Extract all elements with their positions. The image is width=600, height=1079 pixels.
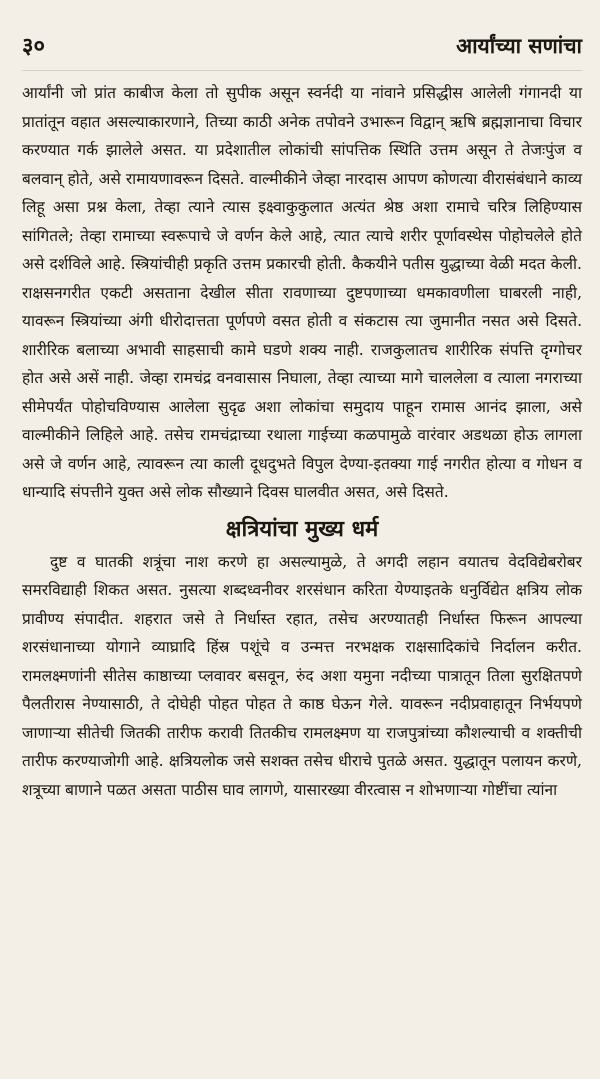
section-paragraph: दुष्ट व घातकी शत्रूंचा नाश करणे हा असल्यामुळे, ते अगदी लहान वयातच वेदविद्येबरोबर समरविद्याही शिकत असत. नुसत्या शब्दध्वनीवर शरसंधान करिता येण्याइतके धनुर्विद्येत क्षत्रिय लोक प्रावीण्य संपादीत. शहरात जसे ते निर्धास्त रहात, तसेच अरण्यातही निर्धास्त फिरून आपल्या शरसंधानाच्या योगाने व्याघ्रादि हिंस्र पशूंचे व उन्मत्त नरभक्षक राक्षसादिकांचे निर्दालन करीत. रामलक्ष्मणांनी सीतेस काष्ठाच्या प्लवावर बसवून, रुंद अशा यमुना नदीच्या पात्रातून तिला सुरक्षितपणे पैलतीरास नेण्यासाठी, ते दोघेही पोहत पोहत ते काष्ठ घेऊन गेले. यावरून नदीप्रवाहातून निर्भयपणे जाणाऱ्या सीतेची जितकी तारीफ करावी तितकीच रामलक्ष्मण या राजपुत्रांच्या कौशल्याची व शक्तीची तारीफ करण्याजोगी आहे. क्षत्रियलोक जसे सशक्त तसेच धीराचे पुतळे असत. युद्धातून पलायन करणे, शत्रूच्या बाणाने पळत असता पाठीस घाव लागणे, यासारख्या वीरत्वास न शोभणाऱ्या गोष्टींचा त्यांना bbox=[22, 552, 582, 799]
page-number: ३० bbox=[22, 33, 45, 59]
running-title: आर्यांच्या सणांचा bbox=[456, 33, 582, 58]
page-header bbox=[22, 30, 582, 71]
body-paragraph: आर्यांनी जो प्रांत काबीज केला तो सुपीक असून स्वर्नदी या नांवाने प्रसिद्धीस आलेली गंगानदी या प्रातांतून वहात असल्याकारणाने, तिच्या काठी अनेक तपोवने उभारून विद्वान् ऋषि ब्रह्मज्ञानाचा विचार करण्यात गर्क झालेले असत. या प्रदेशातील लोकांची सांपत्तिक स्थिति उत्तम असून ते तेजःपुंज व बलवान् होते, असे रामायणावरून दिसते. वाल्मीकीने जेव्हा नारदास आपण कोणत्या वीरासंबंधाने काव्य लिहू असा प्रश्न केला, तेव्हा त्याने त्यास इक्ष्वाकुकुलात अत्यंत श्रेष्ठ अशा रामाचे चरित्र लिहिण्यास सांगितले; तेव्हा रामाच्या स्वरूपाचे जे वर्णन केले आहे, त्यात त्याचे शरीर पूर्णावस्थेस पोहोचलेले होते असे दर्शविले आहे. स्त्रियांचीही प्रकृति उत्तम प्रकारची होती. कैकयीने पतीस युद्धाच्या वेळी मदत केली. राक्षसनगरीत एकटी असताना देखील सीता रावणाच्या दुष्टपणाच्या धमकावणीला घाबरली नाही, यावरून स्त्रियांच्या अंगी धीरोदात्तता पूर्णपणे वसत होती व संकटास त्या जुमानीत नसत असे दिसते. शारीरिक बलाच्या अभावी साहसाची कामे घडणे शक्य नाही. राजकुलातच शारीरिक संपत्ति दृग्गोचर होत असे असें नाही. जेव्हा रामचंद्र वनवासास निघाला, तेव्हा त्याच्या मागे चाललेला व त्याला नगराच्या सीमेपर्यंत पोहोचविण्यास आलेला सुदृढ अशा लोकांचा समुदाय पाहून रामास आनंद झाला, असे वाल्मीकीने लिहिले आहे. तसेच रामचंद्राच्या रथाला गाईच्या कळपामुळे वारंवार अडथळा होऊ लागला असे जे वर्णन आहे, त्यावरून त्या काली दूधदुभते विपुल देण्या-इतक्या गाई नगरीत होत्या व गोधन व धान्यादि संपत्तीने युक्त असे लोक सौख्याने दिवस घालवीत असत, असे दिसते. bbox=[22, 84, 582, 502]
section-heading: क्षत्रियांचा मुख्य धर्म bbox=[225, 515, 379, 542]
